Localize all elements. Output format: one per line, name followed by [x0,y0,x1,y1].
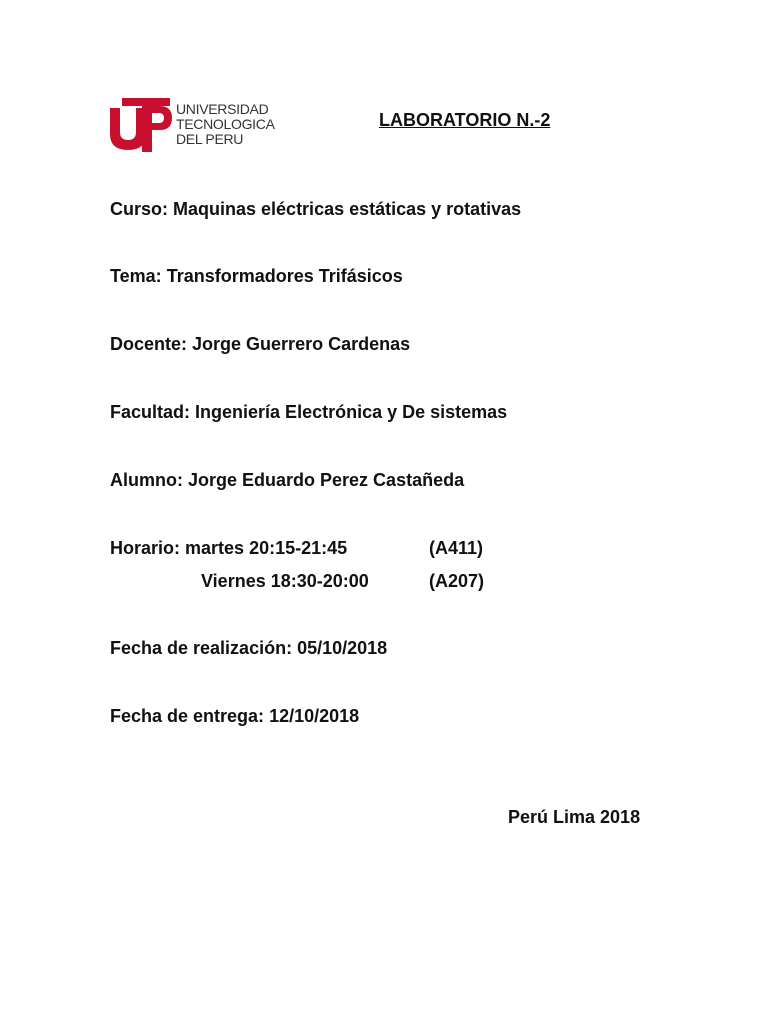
field-tema-value: Transformadores Trifásicos [166,266,403,286]
field-tema [110,266,403,287]
field-horario-value: martes 20:15-21:45 [185,538,348,558]
field-docente-label: Docente: [110,334,188,354]
field-curso [110,199,521,220]
field-facultad-label: Facultad: [110,402,191,422]
field-facultad [110,402,507,423]
field-curso-label: Curso: [110,199,168,219]
field-horario-room-2: (A207) [429,571,485,591]
logo-line-universidad: UNIVERSIDAD [176,101,269,117]
field-fecha-entrega [110,706,359,727]
utp-logo [108,96,283,154]
field-horario [110,538,347,559]
field-fecha-realizacion-label: Fecha de realización: [110,638,293,658]
field-alumno-label: Alumno: [110,470,183,490]
field-docente-value: Jorge Guerrero Cardenas [192,334,411,354]
document-title: LABORATORIO N.-2 [379,110,551,130]
field-curso-value: Maquinas eléctricas estáticas y rotativas [173,199,522,219]
logo-line-tecnologica: TECNOLOGICA [176,116,275,132]
utp-logo-mark [108,96,172,154]
field-horario-label: Horario: [110,538,181,558]
field-fecha-realizacion-value: 05/10/2018 [297,638,388,658]
field-docente [110,334,410,355]
field-fecha-entrega-value: 12/10/2018 [269,706,360,726]
field-fecha-realizacion [110,638,387,659]
place-and-year: Perú Lima 2018 [508,807,641,827]
field-fecha-entrega-label: Fecha de entrega: [110,706,265,726]
field-alumno-value: Jorge Eduardo Perez Castañeda [188,470,465,490]
field-horario-value-2: Viernes 18:30-20:00 [201,571,369,591]
logo-line-del-peru: DEL PERU [176,131,244,147]
field-tema-label: Tema: [110,266,162,286]
field-facultad-value: Ingeniería Electrónica y De sistemas [195,402,508,422]
logo-text [176,102,275,147]
field-horario-room: (A411) [429,538,484,558]
field-alumno [110,470,464,491]
